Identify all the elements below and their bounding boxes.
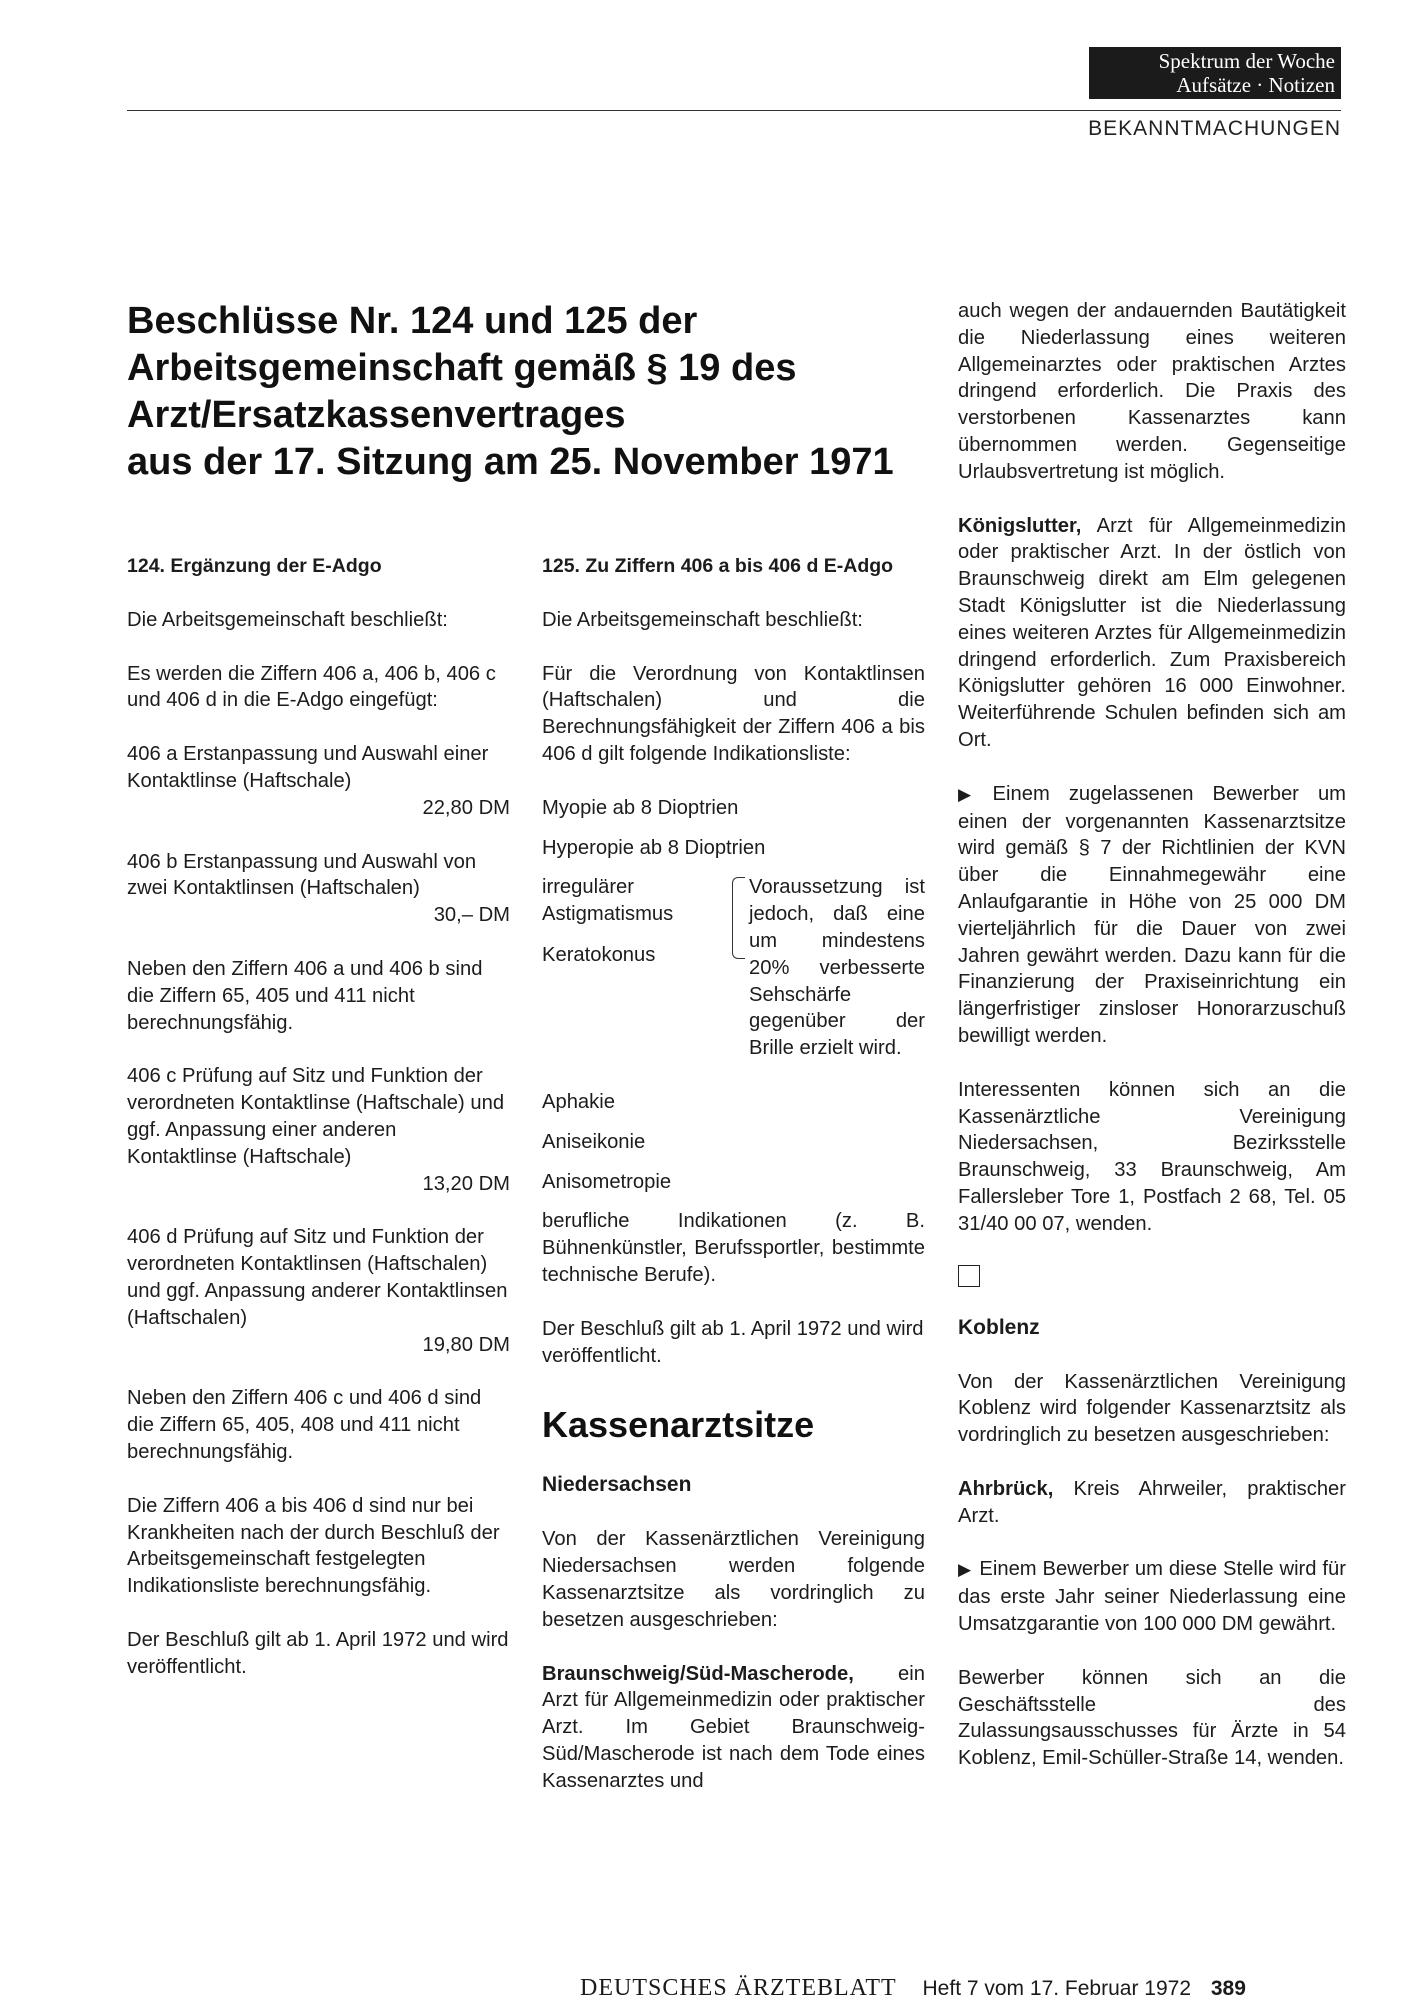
location-name: Braunschweig/Süd-Mascherode, [542, 1662, 854, 1685]
region-heading: Niedersachsen [542, 1473, 692, 1497]
page-footer [580, 1975, 1246, 2002]
indication-item: irregulärer Astigmatismus [542, 876, 674, 926]
paragraph: Von der Kassenärztlichen Vereinigung Koblenz wird folgender Kassenarztsitz als vordringlich zu besetzen ausgeschrieben: [958, 1370, 1346, 1447]
location-name: Königslutter, [958, 514, 1082, 537]
fee-item-text: 406 d Prüfung auf Sitz und Funktion der verordneten Kontaktlinsen (Haftschalen) und ggf. Anpassung anderer Kontaktlinsen (Haftschalen) [127, 1226, 508, 1329]
article-title [127, 298, 947, 486]
paragraph: Der Beschluß gilt ab 1. April 1972 und wird veröffentlicht. [542, 1317, 924, 1367]
paragraph: Ahrbrück, Kreis Ahrweiler, praktischer Arzt. [958, 1477, 1346, 1527]
fee-item-price: 22,80 DM [422, 796, 510, 819]
paragraph: Bewerber können sich an die Geschäftsstelle des Zulassungsausschusses für Ärzte in 54 Koblenz, Emil-Schüller-Straße 14, wenden. [958, 1666, 1346, 1770]
paragraph: Interessenten können sich an die Kassenärztliche Vereinigung Niedersachsen, Bezirksstelle Braunschweig, 33 Braunschweig, Am Fallersleber Tore 1, Postfach 2 68, Tel. 05 31/40 00 07, wenden. [958, 1078, 1346, 1235]
fee-item-406c [127, 1063, 510, 1197]
column-1 [127, 553, 510, 1708]
paragraph: ▶ Einem zugelassenen Bewerber um einen der vorgenannten Kassenarztsitze wird gemäß § 7 der Richtlinien der KVN über die Einnahmegewähr eine Anlaufgarantie in Höhe von 25 000 DM vierteljährlich für die Dauer von zwei Jahren gewährt werden. Dazu kann für die Finanzierung der Praxiseinrichtung ein längerfristiger zinsloser Honorarzuschuß bewilligt werden. [958, 782, 1347, 1047]
section-label-line2: Aufsätze · Notizen [1176, 73, 1335, 97]
end-mark-icon [958, 1265, 980, 1287]
paragraph: Es werden die Ziffern 406 a, 406 b, 406 c und 406 d in die E-Adgo eingefügt: [127, 662, 496, 712]
header-rule [127, 110, 1341, 111]
resolution-124-heading: 124. Ergänzung der E-Adgo [127, 555, 382, 577]
fee-item-price: 19,80 DM [422, 1333, 510, 1356]
indication-condition-group [542, 874, 925, 1062]
fee-item-price: 30,– DM [433, 904, 510, 927]
fee-item-406d [127, 1224, 510, 1358]
fee-item-406a [127, 741, 510, 821]
paragraph: Königslutter, Arzt für Allgemeinmedizin oder praktischer Arzt. In der östlich von Braunschweig direkt am Elm gelegenen Stadt Königslutter ist die Niederlassung eines weiteren Arztes für Allgemeinmedizin dringend erforderlich. Zum Praxisbereich Königslutter gehören 16 000 Einwohner. Weiterführende Schulen befinden sich am Ort. [958, 514, 1346, 751]
indication-item: Keratokonus [542, 943, 656, 966]
triangle-bullet-icon: ▶ [958, 1560, 972, 1580]
issue-info: Heft 7 vom 17. Februar 1972 [922, 1977, 1191, 2000]
column-3 [958, 298, 1346, 1799]
location-name: Ahrbrück, [958, 1477, 1054, 1500]
indication-item: Aphakie [542, 1090, 615, 1113]
indication-condition: Voraussetzung ist jedoch, daß eine um mindestens 20% verbesserte Sehschärfe gegenüber der Brille erzielt wird. [749, 876, 925, 1060]
paragraph: Neben den Ziffern 406 c und 406 d sind die Ziffern 65, 405, 408 und 411 nicht berechnungsfähig. [127, 1387, 482, 1463]
title-line: aus der 17. Sitzung am 25. November 1971 [127, 441, 894, 483]
indication-item: berufliche Indikationen (z. B. Bühnenkünstler, Berufssportler, bestimmte technische Berufe). [542, 1210, 925, 1286]
indication-item: Myopie ab 8 Dioptrien [542, 796, 739, 819]
fee-item-text: 406 a Erstanpassung und Auswahl einer Kontaktlinse (Haftschale) [127, 743, 489, 792]
rubric: BEKANNTMACHUNGEN [1088, 117, 1341, 140]
section-label-box [1089, 47, 1341, 99]
indication-item: Anisometropie [542, 1170, 672, 1193]
paragraph: Die Arbeitsgemeinschaft beschließt: [542, 608, 863, 631]
paragraph: Die Arbeitsgemeinschaft beschließt: [127, 608, 448, 631]
indication-item: Hyperopie ab 8 Dioptrien [542, 836, 766, 859]
title-line: Arzt/Ersatzkassenvertrages [127, 394, 626, 436]
paragraph: Neben den Ziffern 406 a und 406 b sind die Ziffern 65, 405 und 411 nicht berechnungsfähig. [127, 957, 483, 1034]
paragraph: ▶ Einem Bewerber um diese Stelle wird für das erste Jahr seiner Niederlassung eine Umsatzgarantie von 100 000 DM gewährt. [958, 1558, 1346, 1636]
fee-item-406b [127, 849, 510, 929]
section-label-line1: Spektrum der Woche [1158, 49, 1335, 73]
column-2 [542, 553, 925, 1822]
triangle-bullet-icon: ▶ [958, 784, 985, 804]
paragraph: Braunschweig/Süd-Mascherode, ein Arzt für Allgemeinmedizin oder praktischer Arzt. Im Gebiet Braunschweig-Süd/Mascherode ist nach dem Tode eines Kassenarztes und [542, 1662, 925, 1792]
page-number: 389 [1210, 1977, 1246, 2000]
paragraph: Von der Kassenärztlichen Vereinigung Niedersachsen werden folgende Kassenarztsitze als vordringlich zu besetzen ausgeschrieben: [542, 1528, 925, 1631]
region-heading: Koblenz [958, 1315, 1040, 1339]
title-line: Arbeitsgemeinschaft gemäß § 19 des [127, 347, 797, 389]
paragraph: auch wegen der andauernden Bautätigkeit die Niederlassung eines weiteren Allgemeinarztes oder praktischen Arztes dringend erforderlich. Die Praxis des verstorbenen Kassenarztes kann übernommen werden. Gegenseitige Urlaubsvertretung ist möglich. [958, 300, 1346, 483]
fee-item-text: 406 c Prüfung auf Sitz und Funktion der verordneten Kontaktlinse (Haftschale) und ggf. Anpassung einer anderen Kontaktlinse (Haftschale) [127, 1065, 505, 1168]
paragraph: Der Beschluß gilt ab 1. April 1972 und wird veröffentlicht. [127, 1628, 509, 1678]
paragraph: Für die Verordnung von Kontaktlinsen (Haftschalen) und die Berechnungsfähigkeit der Ziffern 406 a bis 406 d gilt folgende Indikationsliste: [542, 662, 925, 765]
fee-item-text: 406 b Erstanpassung und Auswahl von zwei Kontaktlinsen (Haftschalen) [127, 850, 477, 900]
resolution-125-heading: 125. Zu Ziffern 406 a bis 406 d E-Adgo [542, 555, 894, 577]
title-line: Beschlüsse Nr. 124 und 125 der [127, 300, 698, 342]
paragraph: Die Ziffern 406 a bis 406 d sind nur bei Krankheiten nach der durch Beschluß der Arbeitsgemeinschaft festgelegten Indikationsliste berechnungsfähig. [127, 1494, 500, 1598]
journal-name: DEUTSCHES ÄRZTEBLATT [580, 1975, 897, 2001]
indication-item: Aniseikonie [542, 1130, 646, 1153]
section-heading: Kassenarztsitze [542, 1404, 815, 1446]
brace-divider [732, 877, 745, 959]
fee-item-price: 13,20 DM [422, 1172, 510, 1195]
